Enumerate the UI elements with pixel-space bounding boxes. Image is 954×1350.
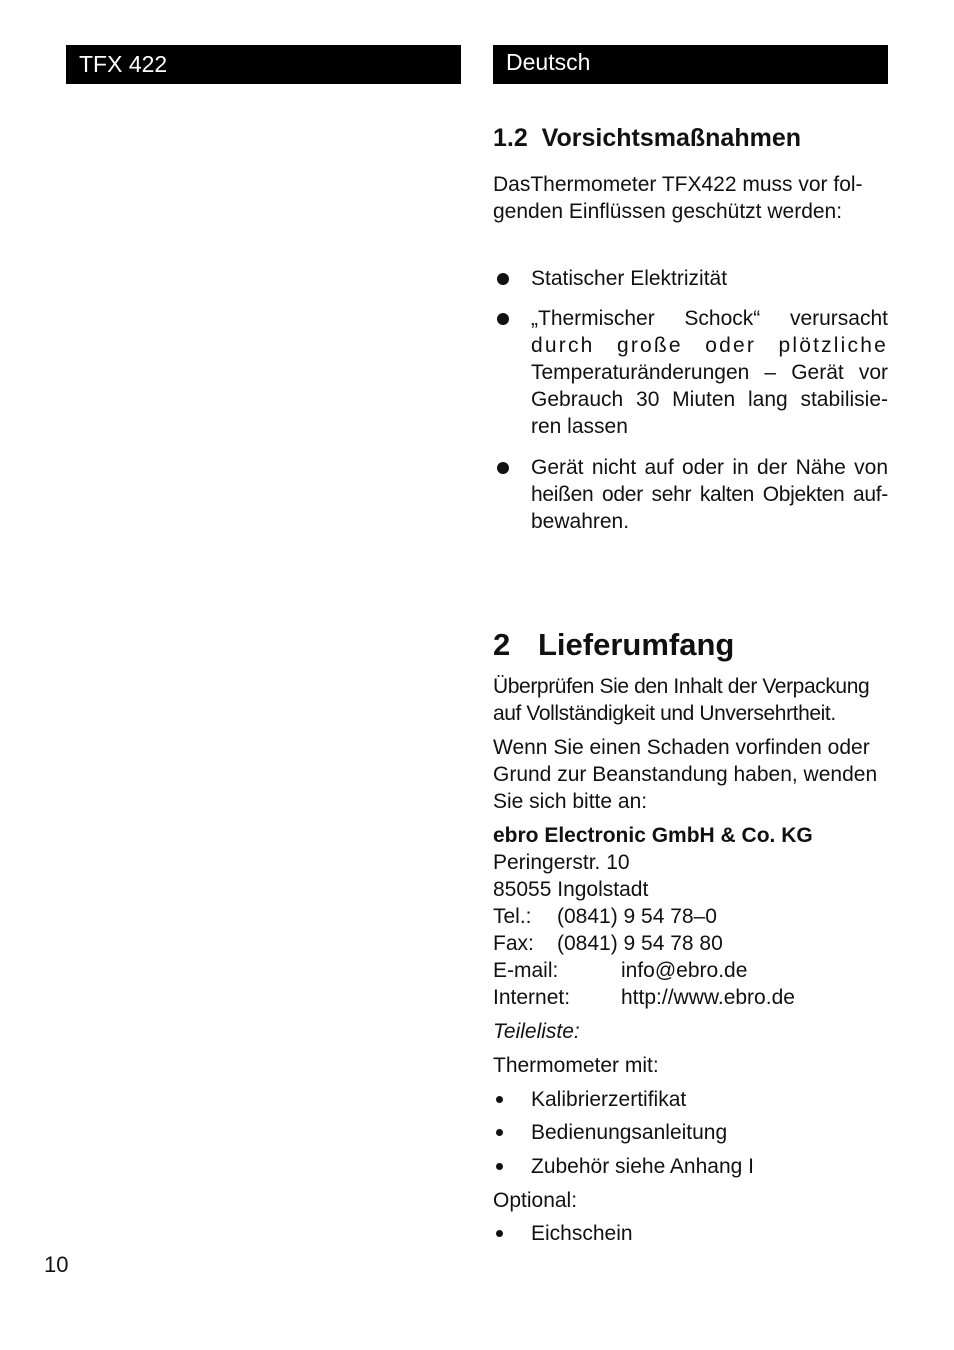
bullet-icon (496, 1096, 503, 1103)
fax-label: Fax: (493, 932, 534, 955)
paragraph-line: Sie sich bitte an: (493, 790, 648, 813)
tel-row (493, 903, 888, 930)
list-item (493, 1086, 888, 1113)
list-item (493, 454, 888, 535)
paragraph-line: Wenn Sie einen Schaden vorfinden oder (493, 736, 870, 759)
section-1-2-heading (493, 125, 888, 152)
list-item-text: Bedienungsanleitung (531, 1121, 728, 1144)
section-number: 1.2 (493, 124, 528, 152)
optional-label: Optional: (493, 1189, 578, 1212)
bullet-icon (497, 273, 509, 285)
bullet-icon (496, 1163, 503, 1170)
parts-intro: Thermometer mit: (493, 1054, 659, 1077)
list-item-text: durch große oder plötzliche (531, 334, 888, 357)
list-item-text: Kalibrierzertifikat (531, 1088, 687, 1111)
company-name: ebro Electronic GmbH & Co. KG (493, 824, 813, 847)
section-2-paragraph-2 (493, 734, 888, 815)
list-item-text: Temperaturänderungen – Gerät vor (531, 361, 888, 384)
list-item-text: Zubehör siehe Anhang I (531, 1155, 755, 1178)
list-item-text: ren lassen (531, 415, 628, 438)
paragraph-line: Überprüfen Sie den Inhalt der Verpackung (493, 675, 870, 698)
tel-value: (0841) 9 54 78–0 (557, 905, 717, 928)
list-item-text: heißen oder sehr kalten Objekten auf- (531, 483, 888, 506)
header-model: TFX 422 (79, 51, 168, 77)
list-item-text: „Thermischer Schock“ verursacht (531, 307, 888, 330)
email-label: E-mail: (493, 959, 559, 982)
paragraph-line: Grund zur Beanstandung haben, wenden (493, 763, 878, 786)
page-number: 10 (44, 1252, 69, 1277)
section-2-paragraph-1 (493, 673, 888, 727)
section-1-2-intro (493, 171, 888, 225)
list-item-text: Statischer Elektrizität (531, 267, 728, 290)
intro-line: genden Einflüssen geschützt werden: (493, 200, 843, 223)
internet-value: http://www.ebro.de (621, 986, 795, 1009)
section-title: Vorsichtsmaßnahmen (541, 124, 801, 152)
list-item-text: Eichschein (531, 1222, 633, 1245)
list-item (493, 1220, 888, 1247)
section-2-heading (493, 626, 888, 664)
bullet-icon (497, 313, 509, 325)
header-language: Deutsch (506, 49, 591, 75)
list-item (493, 265, 888, 292)
street: Peringerstr. 10 (493, 851, 630, 874)
section-number: 2 (493, 627, 511, 662)
email-value: info@ebro.de (621, 959, 748, 982)
list-item (493, 1119, 888, 1146)
parts-heading: Teileliste: (493, 1020, 580, 1043)
fax-row (493, 930, 888, 957)
list-item (493, 305, 888, 440)
bullet-icon (496, 1230, 503, 1237)
paragraph-line: auf Vollständigkeit und Unversehrtheit. (493, 702, 836, 725)
tel-label: Tel.: (493, 905, 532, 928)
bullet-icon (496, 1129, 503, 1136)
header-model-bar (66, 45, 461, 84)
section-title: Lieferumfang (538, 627, 735, 662)
fax-value: (0841) 9 54 78 80 (557, 932, 723, 955)
list-item-text: Gerät nicht auf oder in der Nähe von (531, 456, 888, 479)
bullet-icon (497, 462, 509, 474)
email-row (493, 957, 888, 984)
city: 85055 Ingolstadt (493, 878, 649, 901)
contact-address (493, 822, 888, 1011)
intro-line: DasThermometer TFX422 muss vor fol- (493, 173, 863, 196)
list-item-text: Gebrauch 30 Miuten lang stabilisie- (531, 388, 888, 411)
header-language-bar (493, 45, 888, 84)
list-item-text: bewahren. (531, 510, 630, 533)
internet-label: Internet: (493, 986, 571, 1009)
internet-row (493, 984, 888, 1011)
list-item (493, 1153, 888, 1180)
